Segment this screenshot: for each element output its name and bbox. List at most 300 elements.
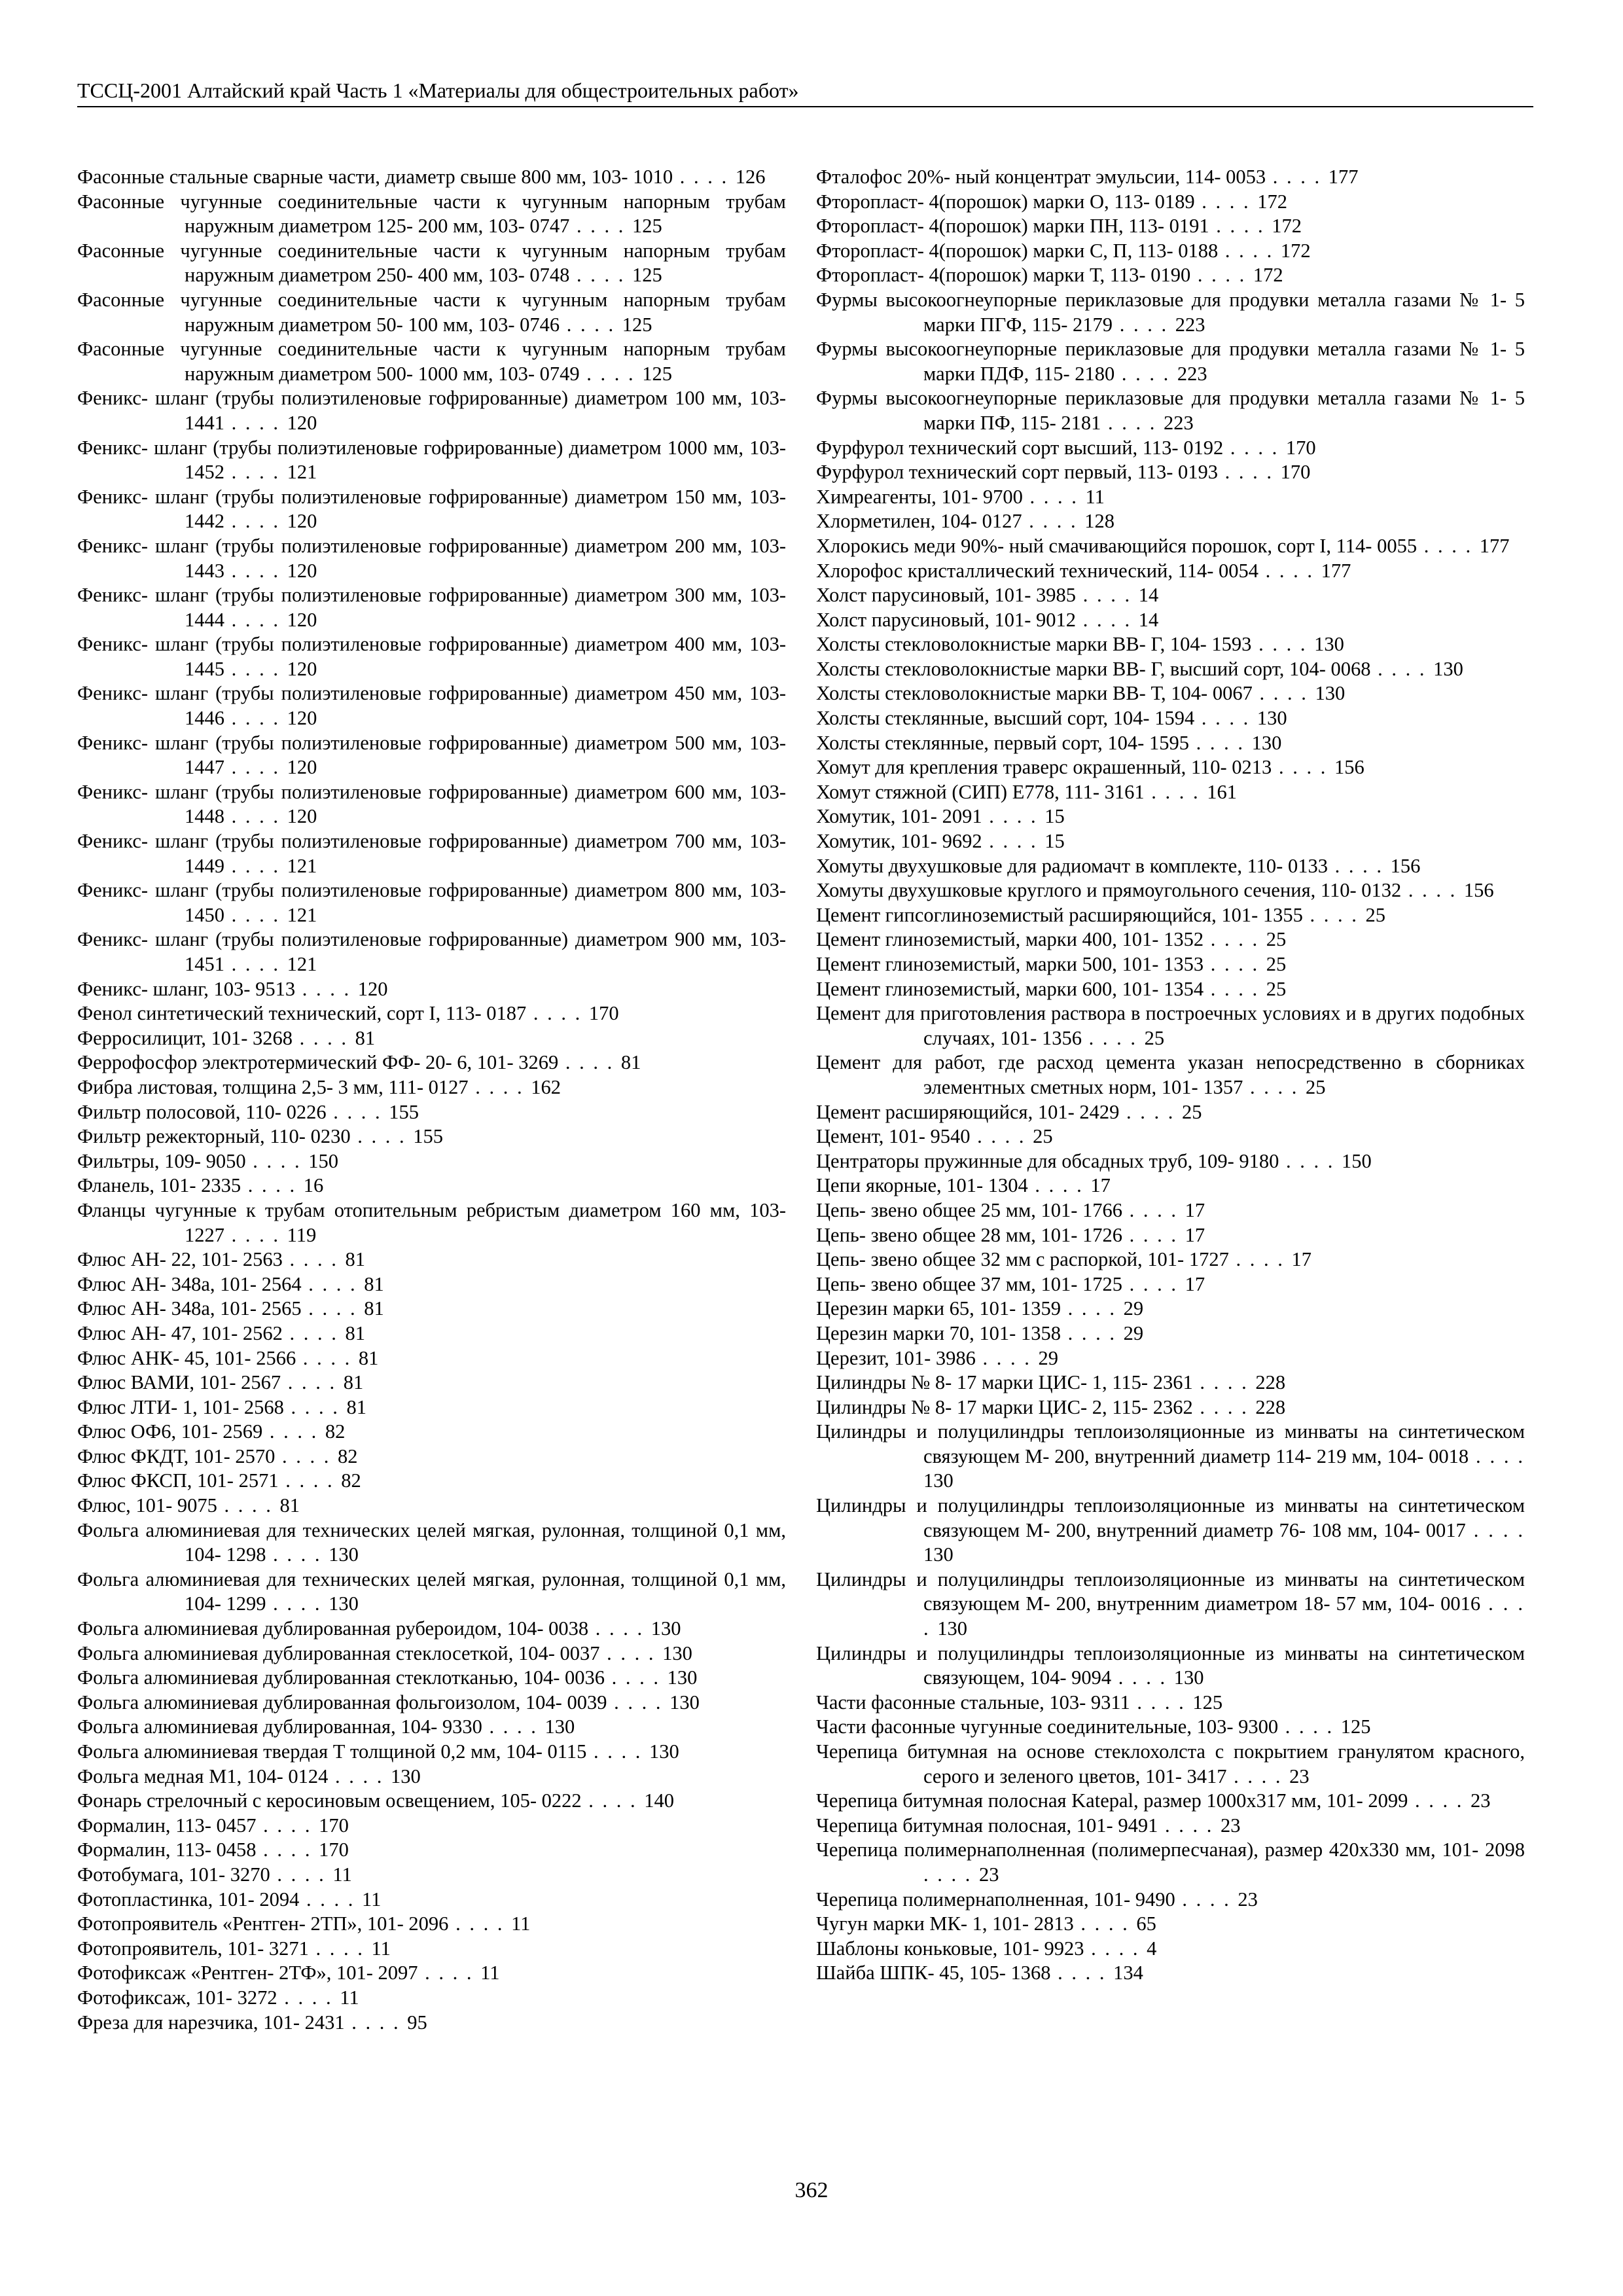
index-entry-text: Феникс- шланг (трубы полиэтиленовые гофрированные) диаметром 200 мм, 103- 1443 <box>77 534 786 582</box>
index-entry <box>816 1272 1525 1297</box>
index-entry <box>816 804 1525 829</box>
dot-leader: . . . . <box>1266 166 1329 188</box>
index-entry-text: Хомутик, 101- 2091 <box>816 805 982 828</box>
dot-leader: . . . . <box>1370 657 1434 680</box>
index-entry-text: Центраторы пружинные для обсадных труб, 109- 9180 <box>816 1149 1279 1172</box>
dot-leader: . . . . <box>299 1888 363 1910</box>
index-entry-page: 130 <box>1433 657 1463 680</box>
index-entry-page: 11 <box>371 1937 391 1960</box>
index-entry <box>816 534 1525 559</box>
index-entry-page: 82 <box>341 1469 361 1492</box>
dot-leader: . . . . <box>262 1420 325 1443</box>
dot-leader: . . . . <box>1188 731 1252 754</box>
index-entry-page: 177 <box>1328 166 1359 188</box>
index-entry-text: Фланцы чугунные к трубам отопительным ребристым диаметром 160 мм, 103- 1227 <box>77 1198 786 1246</box>
index-entry-page: 120 <box>287 707 317 730</box>
dot-leader: . . . . <box>281 1371 344 1394</box>
dot-leader: . . . . <box>1228 1248 1292 1271</box>
index-entry-text: Черепица битумная на основе стеклохолста с покрытием гранулятом красного, серого и зеленого цветов, 101- 3417 <box>816 1740 1525 1787</box>
index-entry <box>816 903 1525 928</box>
index-entry-text: Фторопласт- 4(порошок) марки Т, 113- 0190 <box>816 264 1191 287</box>
index-entry-text: Чугун марки МК- 1, 101- 2813 <box>816 1912 1074 1935</box>
index-entry-text: Фотобумага, 101- 3270 <box>77 1863 270 1886</box>
index-entry-page: 162 <box>531 1075 561 1098</box>
index-entry-page: 121 <box>287 903 317 926</box>
index-entry <box>77 436 786 485</box>
index-entry-text: Шайба ШПК- 45, 105- 1368 <box>816 1962 1051 1984</box>
dot-leader: . . . . <box>224 756 287 779</box>
dot-leader: . . . . <box>1084 1937 1147 1960</box>
index-entry <box>77 386 786 435</box>
index-entry <box>77 337 786 386</box>
index-entry-page: 25 <box>1266 928 1287 951</box>
dot-leader: . . . . <box>1272 756 1334 779</box>
index-entry-page: 17 <box>1185 1272 1205 1295</box>
index-entry <box>77 632 786 681</box>
index-entry-text: Фотофиксаж «Рентген- 2ТФ», 101- 2097 <box>77 1962 418 1984</box>
index-entry-text: Флюс ВАМИ, 101- 2567 <box>77 1371 281 1394</box>
index-entry-text: Черепица битумная полосная Katepal, размер 1000x317 мм, 101- 2099 <box>816 1789 1408 1812</box>
index-entry-text: Феникс- шланг (трубы полиэтиленовые гофрированные) диаметром 400 мм, 103- 1445 <box>77 633 786 680</box>
index-entry <box>816 1198 1525 1223</box>
index-entry-text: Фотофиксаж, 101- 3272 <box>77 1986 277 2009</box>
dot-leader: . . . . <box>296 1346 359 1369</box>
index-entry-page: 172 <box>1272 215 1302 238</box>
index-entry <box>77 1937 786 1962</box>
index-entry <box>77 239 786 288</box>
index-entry-text: Фотопроявитель, 101- 3271 <box>77 1937 309 1960</box>
index-entry-page: 177 <box>1479 534 1510 557</box>
index-entry-page: 125 <box>1192 1691 1223 1713</box>
dot-leader: . . . . <box>1217 461 1281 484</box>
index-entry <box>816 1247 1525 1272</box>
dot-leader: . . . . <box>1175 1888 1238 1910</box>
index-entry-page: 14 <box>1138 608 1159 631</box>
index-entry-page: 134 <box>1113 1962 1143 1984</box>
dot-leader: . . . . <box>1302 903 1366 926</box>
index-entry-text: Церезин марки 65, 101- 1359 <box>816 1297 1061 1320</box>
index-entry-page: 25 <box>1266 953 1287 975</box>
index-entry <box>816 1838 1525 1887</box>
index-entry-page: 82 <box>337 1444 358 1467</box>
index-entry <box>77 1715 786 1740</box>
dot-leader: . . . . <box>266 1543 329 1566</box>
index-entry-page: 29 <box>1038 1346 1059 1369</box>
index-entry-text: Фторопласт- 4(порошок) марки О, 113- 0189 <box>816 190 1195 213</box>
index-entry-page: 121 <box>287 461 317 484</box>
index-entry <box>816 1100 1525 1125</box>
index-entry-page: 82 <box>325 1420 346 1443</box>
index-entry-page: 130 <box>651 1617 681 1640</box>
index-entry <box>77 1026 786 1051</box>
index-entry <box>77 1174 786 1198</box>
index-entry-page: 156 <box>1463 879 1494 902</box>
index-entry <box>77 165 786 190</box>
index-entry-text: Фильтры, 109- 9050 <box>77 1149 246 1172</box>
index-entry <box>77 1371 786 1395</box>
index-entry-page: 65 <box>1136 1912 1156 1935</box>
index-entry <box>816 1715 1525 1740</box>
index-entry-page: 130 <box>391 1765 421 1787</box>
index-entry <box>816 706 1525 731</box>
index-entry <box>77 977 786 1002</box>
index-entry <box>816 1568 1525 1641</box>
index-entry-page: 170 <box>319 1839 349 1861</box>
dot-leader: . . . . <box>224 608 287 631</box>
index-entry-text: Хомуты двухушковые для радиомачт в комплекте, 110- 0133 <box>816 854 1328 877</box>
index-entry <box>77 288 786 337</box>
index-entry-page: 81 <box>343 1371 364 1394</box>
index-entry-text: Фасонные чугунные соединительные части к чугунным напорным трубам наружным диаметром 50- 100 мм, 103- 0746 <box>77 288 786 336</box>
index-entry-text: Фурмы высокоогнеупорные периклазовые для продувки металла газами № 1- 5 марки ПГФ, 115- 2179 <box>816 288 1525 336</box>
index-entry-page: 120 <box>287 411 317 434</box>
dot-leader: . . . . <box>282 1321 346 1344</box>
index-entry-text: Феникс- шланг, 103- 9513 <box>77 977 296 1000</box>
index-entry <box>816 1691 1525 1715</box>
index-entry-page: 130 <box>923 1543 954 1566</box>
index-entry-text: Холсты стеклянные, первый сорт, 104- 1595 <box>816 731 1189 754</box>
dot-leader: . . . . <box>923 1592 1525 1640</box>
dot-leader: . . . . <box>1194 707 1257 730</box>
index-entry-page: 81 <box>355 1026 376 1049</box>
index-entry <box>77 1863 786 1888</box>
dot-leader: . . . . <box>923 1863 979 1886</box>
dot-leader: . . . . <box>560 313 622 336</box>
index-entry <box>816 878 1525 903</box>
index-entry <box>816 1297 1525 1321</box>
index-entry-page: 223 <box>1164 411 1194 434</box>
index-entry <box>816 977 1525 1002</box>
index-entry-page: 150 <box>1341 1149 1372 1172</box>
index-entry <box>77 1789 786 1814</box>
index-entry-text: Хлорофос кристаллический технический, 114- 0054 <box>816 559 1259 582</box>
dot-leader: . . . . <box>295 977 358 1000</box>
index-entry <box>816 1321 1525 1346</box>
index-entry <box>816 263 1525 288</box>
index-entry-text: Флюс АН- 47, 101- 2562 <box>77 1321 283 1344</box>
dot-leader: . . . . <box>224 953 287 975</box>
index-entry-page: 130 <box>667 1666 698 1689</box>
index-entry <box>816 1050 1525 1100</box>
dot-leader: . . . . <box>1223 436 1286 459</box>
dot-leader: . . . . <box>224 854 287 877</box>
index-entry-page: 25 <box>1305 1075 1326 1098</box>
dot-leader: . . . . <box>1278 1715 1341 1738</box>
index-entry-page: 228 <box>1255 1395 1286 1418</box>
index-entry <box>77 681 786 730</box>
index-entry <box>816 583 1525 608</box>
index-entry-page: 120 <box>287 510 317 533</box>
index-entry-text: Флюс ОФ6, 101- 2569 <box>77 1420 263 1443</box>
dot-leader: . . . . <box>586 1740 650 1763</box>
dot-leader: . . . . <box>224 411 287 434</box>
index-entry-page: 172 <box>1257 190 1288 213</box>
index-entry-text: Фольга алюминиевая твердая Т толщиной 0,2 мм, 104- 0115 <box>77 1740 587 1763</box>
index-entry-text: Фибра листовая, толщина 2,5- 3 мм, 111- 0127 <box>77 1075 469 1098</box>
index-entry <box>816 1149 1525 1174</box>
index-entry-text: Холсты стекловолокнистые марки ВВ- Г, 104- 1593 <box>816 633 1252 656</box>
dot-leader: . . . . <box>1060 1321 1124 1344</box>
index-entry-text: Фурмы высокоогнеупорные периклазовые для продувки металла газами № 1- 5 марки ПФ, 115- 2181 <box>816 387 1525 434</box>
index-entry <box>77 1814 786 1839</box>
index-entry-text: Флюс АН- 348а, 101- 2564 <box>77 1272 302 1295</box>
index-entry <box>816 608 1525 633</box>
index-entry-page: 125 <box>642 362 673 385</box>
index-entry <box>816 436 1525 461</box>
index-entry-page: 150 <box>308 1149 338 1172</box>
index-entry-page: 155 <box>413 1125 443 1148</box>
index-entry-page: 120 <box>287 608 317 631</box>
index-entry <box>816 1371 1525 1395</box>
index-entry <box>816 485 1525 510</box>
index-entry <box>77 1912 786 1937</box>
index-entry-text: Формалин, 113- 0457 <box>77 1814 257 1837</box>
index-entry-page: 29 <box>1123 1297 1144 1320</box>
index-entry <box>816 755 1525 780</box>
index-entry-text: Холст парусиновый, 101- 3985 <box>816 584 1077 607</box>
index-entry <box>816 731 1525 756</box>
dot-leader: . . . . <box>1101 411 1164 434</box>
index-entry-page: 120 <box>287 559 317 582</box>
index-entry-text: Цемент, 101- 9540 <box>816 1125 971 1148</box>
index-entry <box>77 1272 786 1297</box>
index-entry-text: Цилиндры и полуцилиндры теплоизоляционные из минваты на синтетическом связующем М- 200, внутренний диаметр 114- 219 мм, 104- 0018 <box>816 1420 1525 1467</box>
index-entry-page: 11 <box>332 1863 352 1886</box>
index-entry-text: Хомутик, 101- 9692 <box>816 830 982 853</box>
index-entry <box>77 1617 786 1641</box>
index-entry-page: 17 <box>1090 1174 1111 1197</box>
index-entry <box>816 1912 1525 1937</box>
index-entry-text: Цилиндры и полуцилиндры теплоизоляционные из минваты на синтетическом связующем М- 200, внутренний диаметр 76- 108 мм, 104- 0017 <box>816 1494 1525 1541</box>
index-entry-text: Фталофос 20%- ный концентрат эмульсии, 114- 0053 <box>816 166 1266 188</box>
index-entry <box>77 829 786 878</box>
dot-leader: . . . . <box>1113 313 1175 336</box>
index-entry-text: Части фасонные стальные, 103- 9311 <box>816 1691 1130 1713</box>
index-entry-page: 11 <box>511 1912 531 1935</box>
index-entry-page: 81 <box>346 1395 367 1418</box>
index-entry-text: Цепь- звено общее 32 мм с распоркой, 101- 1727 <box>816 1248 1229 1271</box>
index-entry-text: Фурфурол технический сорт высший, 113- 0192 <box>816 436 1224 459</box>
dot-leader: . . . . <box>277 1986 340 2009</box>
index-entry <box>816 1641 1525 1691</box>
page-number: 362 <box>794 2178 829 2202</box>
index-entry-text: Цилиндры № 8- 17 марки ЦИС- 2, 115- 2362 <box>816 1395 1193 1418</box>
index-entry-text: Химреагенты, 101- 9700 <box>816 485 1023 508</box>
dot-leader: . . . . <box>1204 953 1266 975</box>
index-entry-page: 130 <box>923 1469 954 1492</box>
index-entry-page: 81 <box>620 1051 641 1074</box>
index-entry-text: Цемент глиноземистый, марки 500, 101- 1353 <box>816 953 1204 975</box>
index-entry-text: Фенол синтетический технический, сорт I, 113- 0187 <box>77 1002 527 1025</box>
index-entry-page: 130 <box>669 1691 700 1713</box>
index-entry <box>816 1937 1525 1962</box>
index-entry-page: 17 <box>1185 1223 1205 1246</box>
dot-leader: . . . . <box>1258 559 1321 582</box>
index-entry-text: Феникс- шланг (трубы полиэтиленовые гофрированные) диаметром 600 мм, 103- 1448 <box>77 780 786 828</box>
index-entry-text: Фасонные чугунные соединительные части к чугунным напорным трубам наружным диаметром 250- 400 мм, 103- 0748 <box>77 239 786 287</box>
index-entry-page: 119 <box>287 1223 317 1246</box>
index-entry <box>77 1395 786 1420</box>
index-entry-page: 17 <box>1185 1198 1205 1221</box>
dot-leader: . . . . <box>418 1962 481 1984</box>
index-entry-page: 170 <box>1280 461 1311 484</box>
index-entry <box>816 1174 1525 1198</box>
index-entry <box>77 1469 786 1494</box>
index-entry-text: Феникс- шланг (трубы полиэтиленовые гофрированные) диаметром 900 мм, 103- 1451 <box>77 928 786 975</box>
index-entry <box>77 1149 786 1174</box>
index-entry <box>816 632 1525 657</box>
index-entry <box>816 854 1525 879</box>
index-entry <box>816 1888 1525 1912</box>
index-entry <box>816 288 1525 337</box>
dot-leader: . . . . <box>308 1937 372 1960</box>
index-entry-text: Цемент гипсоглиноземистый расширяющийся, 101- 1355 <box>816 903 1303 926</box>
index-entry-page: 25 <box>1266 977 1287 1000</box>
index-entry <box>77 1641 786 1666</box>
index-entry-page: 130 <box>662 1641 692 1664</box>
index-entry <box>77 878 786 927</box>
index-entry-text: Фотопроявитель «Рентген- 2ТП», 101- 2096 <box>77 1912 449 1935</box>
index-entry <box>77 1986 786 2011</box>
index-entry-page: 128 <box>1084 510 1115 533</box>
dot-leader: . . . . <box>605 1666 668 1689</box>
dot-leader: . . . . <box>673 166 736 188</box>
index-entry <box>77 1691 786 1715</box>
index-entry <box>77 1494 786 1518</box>
index-entry-text: Флюс ЛТИ- 1, 101- 2568 <box>77 1395 284 1418</box>
dot-leader: . . . . <box>482 1715 545 1738</box>
index-entry <box>77 485 786 534</box>
index-entry <box>77 1444 786 1469</box>
index-entry <box>816 952 1525 977</box>
dot-leader: . . . . <box>607 1691 670 1713</box>
index-entry-text: Шаблоны коньковые, 101- 9923 <box>816 1937 1084 1960</box>
index-entry <box>816 337 1525 386</box>
running-header: ТССЦ-2001 Алтайский край Часть 1 «Материалы для общестроительных работ» <box>77 77 1533 107</box>
dot-leader: . . . . <box>1417 534 1480 557</box>
dot-leader: . . . . <box>1401 879 1464 902</box>
index-entry-text: Холсты стеклянные, высший сорт, 104- 1594 <box>816 707 1195 730</box>
index-entry <box>816 1740 1525 1789</box>
index-entry <box>816 1814 1525 1839</box>
index-entry-text: Феникс- шланг (трубы полиэтиленовые гофрированные) диаметром 700 мм, 103- 1449 <box>77 830 786 877</box>
index-entry-page: 130 <box>329 1592 359 1615</box>
index-entry-page: 23 <box>1238 1888 1258 1910</box>
index-entry <box>816 214 1525 239</box>
index-entry <box>816 1789 1525 1814</box>
index-entry <box>816 1124 1525 1149</box>
index-entry-text: Цепь- звено общее 28 мм, 101- 1726 <box>816 1223 1123 1246</box>
dot-leader: . . . . <box>1073 1912 1137 1935</box>
index-entry-page: 25 <box>1181 1100 1202 1123</box>
index-entry-page: 130 <box>1251 731 1282 754</box>
index-entry-page: 155 <box>389 1100 419 1123</box>
index-entry-page: 11 <box>1085 485 1105 508</box>
index-entry <box>816 1346 1525 1371</box>
index-entry-text: Черепица битумная полосная, 101- 9491 <box>816 1814 1158 1837</box>
index-entry-text: Ферросилицит, 101- 3268 <box>77 1026 293 1049</box>
dot-leader: . . . . <box>1122 1223 1185 1246</box>
dot-leader: . . . . <box>224 510 287 533</box>
index-entry-text: Фольга алюминиевая дублированная фольгоизолом, 104- 0039 <box>77 1691 607 1713</box>
dot-leader: . . . . <box>1204 977 1266 1000</box>
dot-leader: . . . . <box>283 1395 347 1418</box>
index-entry-page: 16 <box>303 1174 324 1197</box>
index-entry <box>816 780 1525 805</box>
dot-leader: . . . . <box>224 805 287 828</box>
dot-leader: . . . . <box>1465 1518 1525 1541</box>
index-entry <box>77 2011 786 2036</box>
index-entry-page: 177 <box>1321 559 1351 582</box>
dot-leader: . . . . <box>1279 1149 1342 1172</box>
index-entry-text: Фильтр полосовой, 110- 0226 <box>77 1100 327 1123</box>
index-entry-page: 161 <box>1207 780 1237 803</box>
index-entry <box>77 1001 786 1026</box>
index-entry <box>816 1961 1525 1986</box>
index-entry <box>77 1050 786 1075</box>
dot-leader: . . . . <box>1252 682 1315 705</box>
index-entry-text: Флюс ФКСП, 101- 2571 <box>77 1469 279 1492</box>
dot-leader: . . . . <box>344 2011 408 2034</box>
index-entry <box>816 681 1525 706</box>
dot-leader: . . . . <box>1192 1371 1256 1394</box>
index-entry-page: 223 <box>1177 362 1207 385</box>
index-entry-page: 17 <box>1291 1248 1311 1271</box>
index-entry <box>77 1518 786 1568</box>
dot-leader: . . . . <box>982 805 1045 828</box>
index-entry <box>816 1223 1525 1248</box>
index-entry-text: Цепь- звено общее 25 мм, 101- 1766 <box>816 1198 1123 1221</box>
index-entry <box>816 460 1525 485</box>
dot-leader: . . . . <box>1190 264 1253 287</box>
dot-leader: . . . . <box>1060 1297 1124 1320</box>
index-entry-text: Хомут для крепления траверс окрашенный, 110- 0213 <box>816 756 1272 779</box>
dot-leader: . . . . <box>1076 608 1139 631</box>
index-entry-text: Цемент глиноземистый, марки 400, 101- 1352 <box>816 928 1204 951</box>
index-entry <box>77 1765 786 1789</box>
dot-leader: . . . . <box>1076 584 1139 607</box>
index-entry-page: 25 <box>1033 1125 1053 1148</box>
dot-leader: . . . . <box>241 1174 304 1197</box>
index-entry-text: Флюс АНК- 45, 101- 2566 <box>77 1346 296 1369</box>
dot-leader: . . . . <box>1115 362 1177 385</box>
dot-leader: . . . . <box>224 903 287 926</box>
index-entry-text: Церезит, 101- 3986 <box>816 1346 976 1369</box>
index-entry-page: 11 <box>362 1888 382 1910</box>
index-entry <box>77 1666 786 1691</box>
index-entry-text: Хлорметилен, 104- 0127 <box>816 510 1022 533</box>
index-entry <box>816 1420 1525 1494</box>
index-entry-page: 156 <box>1334 756 1364 779</box>
index-entry-text: Феникс- шланг (трубы полиэтиленовые гофрированные) диаметром 150 мм, 103- 1442 <box>77 485 786 533</box>
index-entry-page: 228 <box>1255 1371 1286 1394</box>
index-entry <box>77 1075 786 1100</box>
index-entry-page: 81 <box>279 1494 300 1517</box>
index-entry-page: 126 <box>735 166 766 188</box>
index-entry-text: Фольга алюминиевая дублированная стеклотканью, 104- 0036 <box>77 1666 605 1689</box>
dot-leader: . . . . <box>275 1444 338 1467</box>
index-entry-text: Фильтр режекторный, 110- 0230 <box>77 1125 351 1148</box>
dot-leader: . . . . <box>1194 190 1258 213</box>
index-entry-text: Флюс, 101- 9075 <box>77 1494 217 1517</box>
index-entry-text: Черепица полимернаполненная (полимерпесчаная), размер 420x330 мм, 101- 2098 <box>816 1839 1525 1861</box>
index-entry <box>77 190 786 239</box>
index-entry <box>816 190 1525 215</box>
dot-leader: . . . . <box>558 1051 621 1074</box>
index-entry-text: Фасонные чугунные соединительные части к чугунным напорным трубам наружным диаметром 125- 200 мм, 103- 0747 <box>77 190 786 238</box>
index-entry <box>77 1247 786 1272</box>
index-entry-page: 130 <box>544 1715 575 1738</box>
